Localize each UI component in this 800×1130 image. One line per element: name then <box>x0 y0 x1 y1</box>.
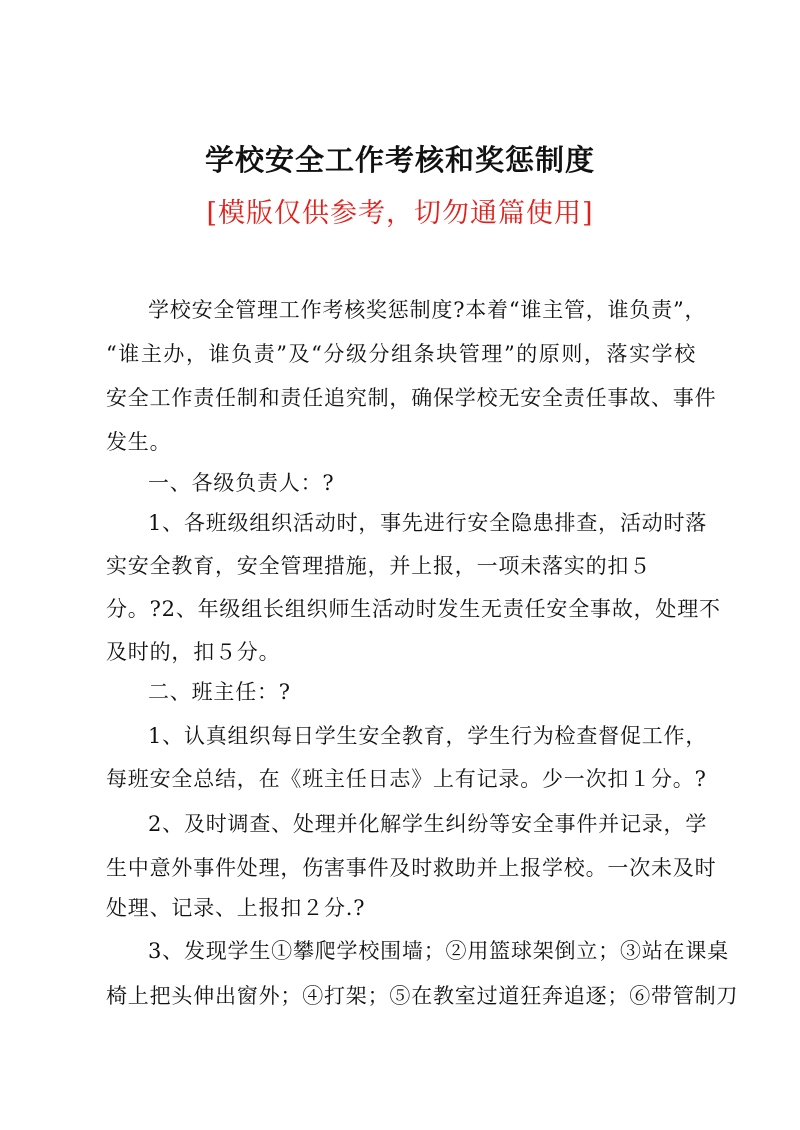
body-line: 分。?2、年级组长组织师生活动时发生无责任安全事故，处理不 <box>106 597 721 621</box>
body-line: 实安全教育，安全管理措施，并上报，一项未落实的扣５ <box>106 554 651 578</box>
body-line: 1、认真组织每日学生安全教育，学生行为检查督促工作， <box>148 724 708 748</box>
body-line: 2、及时调查、处理并化解学生纠纷等安全事件并记录，学 <box>148 812 708 836</box>
body-line: 椅上把头伸出窗外；④打架；⑤在教室过道狂奔追逐；⑥带管制刀 <box>106 984 739 1008</box>
body-line: 安全工作责任制和责任追究制，确保学校无安全责任事故、事件 <box>106 386 717 410</box>
body-line: 3、发现学生①攀爬学校围墙；②用篮球架倒立；③站在课桌 <box>148 939 729 963</box>
body-line: 学校安全管理工作考核奖惩制度?本着“谁主管，谁负责”， <box>148 298 707 322</box>
body-line: 发生。 <box>106 430 172 454</box>
body-line: 每班安全总结，在《班主任日志》上有记录。少一次扣１分。? <box>106 767 707 791</box>
section-heading: 一、各级负责人：? <box>148 471 335 495</box>
body-line: 及时的，扣５分。 <box>106 640 281 664</box>
body-line: “谁主办，谁负责”及“分级分组条块管理”的原则，落实学校 <box>106 342 696 366</box>
body-line: 1、各班级组织活动时，事先进行安全隐患排查，活动时落 <box>148 511 708 535</box>
document-subtitle: [模版仅供参考，切勿通篇使用] <box>206 198 594 229</box>
section-heading: 二、班主任：? <box>148 680 291 704</box>
body-line: 生中意外事件处理，伤害事件及时救助并上报学校。一次未及时 <box>106 856 717 880</box>
body-line: 处理、记录、上报扣２分.? <box>106 896 366 920</box>
document-title: 学校安全工作考核和奖惩制度 <box>204 143 595 177</box>
